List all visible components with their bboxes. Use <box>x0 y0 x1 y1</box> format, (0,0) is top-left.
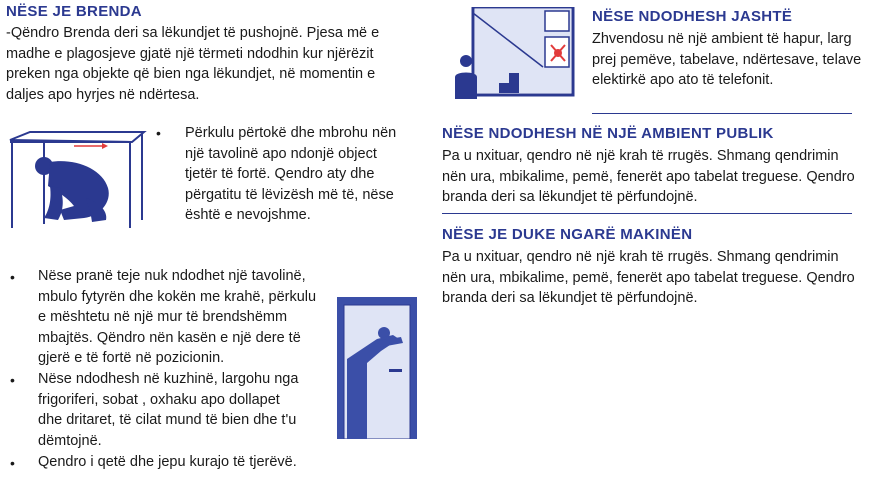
text-line: frigoriferi, sobat , oxhaku apo dollapet <box>38 391 280 408</box>
bullet-marker: • <box>10 372 15 388</box>
text-line: mbulo fytyrën dhe kokën me krahë, përkulu <box>38 288 317 305</box>
text-line: branda deri sa lëkundjet të përfundojnë. <box>442 189 698 205</box>
text-line: dhe dritaret, të cilat mund të bien dhe t'u <box>38 412 297 428</box>
text-line: përgatitu të lëvizësh më të, nëse <box>185 186 394 203</box>
jashte-paragraph <box>592 29 861 91</box>
door-frame-illustration <box>337 297 417 439</box>
text-line: Nëse ndodhesh në kuzhinë, largohu nga <box>38 371 299 387</box>
bullet-marker: • <box>10 269 15 285</box>
text-line: gjerë e të fortë në pozicionin. <box>38 350 225 366</box>
text-line: Zhvendosu në një ambient të hapur, larg <box>592 31 852 47</box>
makine-paragraph <box>442 247 855 309</box>
text-line: elektirkë apo ato të telefonit. <box>592 72 774 88</box>
section-title-brenda: NËSE JE BRENDA <box>6 3 142 20</box>
bullet-item-1 <box>38 266 316 369</box>
publik-paragraph <box>442 146 855 208</box>
section-title-publik: NËSE NDODHESH NË NJË AMBIENT PUBLIK <box>442 125 774 142</box>
bullet-marker: • <box>10 455 15 471</box>
table-cover-illustration <box>4 128 150 234</box>
text-line: është e nevojshme. <box>185 207 311 223</box>
bullet-marker: • <box>156 125 161 141</box>
text-line: Pa u nxituar, qendro në një krah të rrugës. Shmang qendrimin <box>442 148 839 164</box>
text-line: nën ura, mbikalime, pemë, fenerët apo tabelat treguese. Qendro <box>442 269 855 286</box>
section-divider <box>442 213 852 214</box>
bullet-item-2 <box>38 369 298 451</box>
text-line: preken nga objekte që bien nga lëkundjet, në momentin e <box>6 66 376 82</box>
section-title-makine: NËSE JE DUKE NGARË MAKINËN <box>442 226 693 243</box>
text-line: prej pemëve, tabelave, ndërtesave, telave <box>592 51 862 68</box>
text-line: daljes apo hyrjes në ndërtesa. <box>6 86 200 103</box>
text-line: branda deri sa lëkundjet të përfundojnë. <box>442 290 698 306</box>
text-line: mbajtës. Qëndro nën kasën e një dere të <box>38 329 301 346</box>
text-line: -Qëndro Brenda deri sa lëkundjet të pushojnë. Pjesa më e <box>6 25 380 41</box>
bullet-item-3 <box>38 452 297 473</box>
brenda-paragraph <box>6 23 379 105</box>
text-line: e mështetu në një mur të brendshëmm <box>38 309 288 325</box>
text-line: madhe e plagosjeve gjatë një tërmeti ndodhin kur njërëzit <box>6 45 374 62</box>
text-line: tjetër të fortë. Qendro aty dhe <box>185 166 375 182</box>
section-divider <box>592 113 852 114</box>
text-line: Qendro i qetë dhe jepu kurajo të tjerëvë. <box>38 454 297 470</box>
table-tip-paragraph <box>185 123 396 226</box>
text-line: një tavolinë apo ndonjë object <box>185 145 377 162</box>
section-title-jashte: NËSE NDODHESH JASHTË <box>592 8 793 25</box>
outdoor-building-illustration <box>453 7 575 99</box>
text-line: Përkulu përtokë dhe mbrohu nën <box>185 125 397 141</box>
text-line: Pa u nxituar, qendro në një krah të rrugës. Shmang qendrimin <box>442 249 839 265</box>
text-line: dëmtojnë. <box>38 432 102 449</box>
text-line: Nëse pranë teje nuk ndodhet një tavolinë, <box>38 268 306 284</box>
text-line: nën ura, mbikalime, pemë, fenerët apo tabelat treguese. Qendro <box>442 168 855 185</box>
